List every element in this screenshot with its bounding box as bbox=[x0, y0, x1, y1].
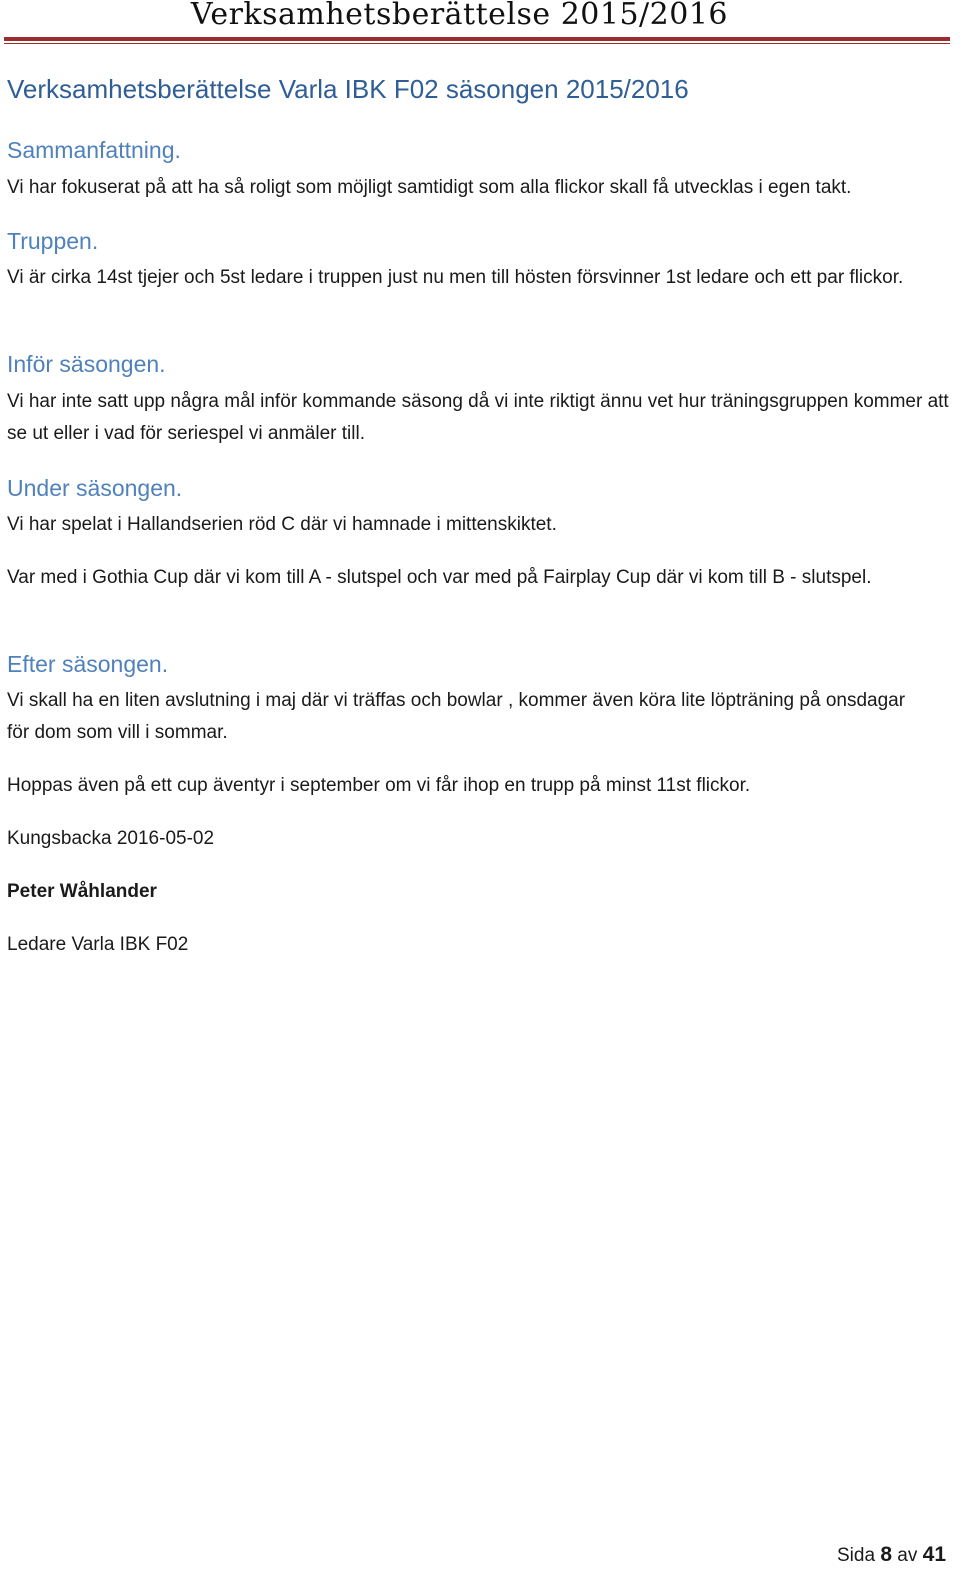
page-header bbox=[0, 0, 960, 50]
header-rule-thick bbox=[4, 37, 950, 41]
heading-sammanfattning: Sammanfattning. bbox=[7, 137, 181, 163]
heading-under-sasongen: Under säsongen. bbox=[7, 475, 183, 501]
signature-name: Peter Wåhlander bbox=[7, 881, 157, 902]
paragraph-efter-sasongen-2: Hoppas även på ett cup äventyr i september om vi får ihop en trupp på minst 11st flickor. bbox=[7, 775, 751, 796]
place-date: Kungsbacka 2016-05-02 bbox=[7, 828, 215, 849]
running-header-title: Verksamhetsberättelse 2015/2016 bbox=[190, 0, 728, 32]
paragraph-efter-sasongen-1: Vi skall ha en liten avslutning i maj där vi träffas och bowlar , kommer även köra lite löpträning på onsdagar för dom som vill i sommar. bbox=[7, 690, 906, 743]
page-separator: av bbox=[897, 1545, 918, 1566]
heading-infor-sasongen: Inför säsongen. bbox=[7, 351, 166, 377]
page-number bbox=[837, 1543, 946, 1567]
document-title: Verksamhetsberättelse Varla IBK F02 säsongen 2015/2016 bbox=[7, 74, 689, 104]
paragraph-infor-sasongen: Vi har inte satt upp några mål inför kommande säsong då vi inte riktigt ännu vet hur träningsgruppen kommer att se ut eller i vad för seriespel vi anmäler till. bbox=[7, 391, 949, 444]
paragraph-truppen: Vi är cirka 14st tjejer och 5st ledare i truppen just nu men till hösten försvinner 1st ledare och ett par flickor. bbox=[7, 267, 904, 288]
paragraph-under-sasongen-2: Var med i Gothia Cup där vi kom till A - slutspel och var med på Fairplay Cup där vi kom till B - slutspel. bbox=[7, 567, 872, 588]
page-current: 8 bbox=[880, 1543, 892, 1566]
heading-truppen: Truppen. bbox=[7, 228, 99, 254]
page-total: 41 bbox=[922, 1543, 946, 1566]
paragraph-under-sasongen-1: Vi har spelat i Hallandserien röd C där vi hamnade i mittenskiktet. bbox=[7, 514, 557, 535]
page-prefix: Sida bbox=[837, 1545, 876, 1566]
header-rule-thin bbox=[4, 43, 950, 44]
heading-efter-sasongen: Efter säsongen. bbox=[7, 651, 169, 677]
signature-role: Ledare Varla IBK F02 bbox=[7, 934, 189, 955]
paragraph-sammanfattning: Vi har fokuserat på att ha så roligt som möjligt samtidigt som alla flickor skall få utvecklas i egen takt. bbox=[7, 177, 852, 198]
